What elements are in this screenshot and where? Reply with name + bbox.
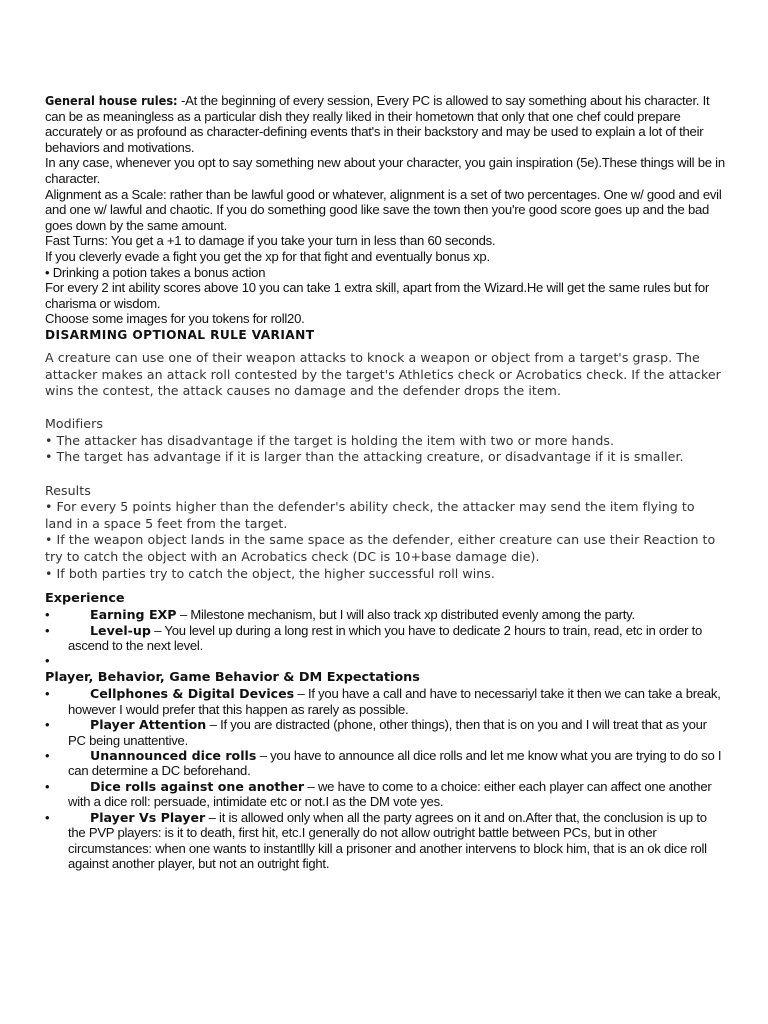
item-text: – you have to announce all dice rolls and let me know what you are trying to do so I can determine a DC beforehand.	[68, 748, 722, 779]
list-item	[45, 607, 725, 622]
house-rule-line: Choose some images for you tokens for roll20.	[45, 311, 305, 327]
item-label: Player Attention	[90, 717, 207, 733]
modifier-item: • The attacker has disadvantage if the target is holding the item with two or more hands.	[45, 432, 615, 448]
expectations-list	[45, 686, 725, 871]
bullet-icon: •	[45, 778, 50, 794]
item-label: Level-up	[90, 622, 151, 638]
house-rule-line: If you cleverly evade a fight you get the xp for that fight and eventually bonus xp.	[45, 248, 490, 264]
house-rules-label: General house rules:	[45, 93, 178, 108]
list-item-empty	[45, 653, 725, 669]
item-text: – Milestone mechanism, but I will also track xp distributed evenly among the party.	[176, 607, 635, 623]
results-label: Results	[45, 482, 91, 498]
item-label: Unannounced dice rolls	[90, 748, 257, 764]
house-rules-section	[45, 93, 725, 327]
list-item	[45, 779, 725, 810]
bullet-icon: •	[45, 607, 50, 623]
modifier-item: • The target has advantage if it is larger than the attacking creature, or disadvantage if it is smaller.	[45, 449, 684, 465]
item-label: Earning EXP	[90, 607, 177, 623]
list-item	[45, 748, 725, 779]
house-rule-line: Alignment as a Scale: rather than be lawful good or whatever, alignment is a set of two percentages. One w/ good and evil and one w/ lawful and chaotic. If you do something good like save the town then you're good score goes up and the bad goes down by the same amount.	[45, 186, 722, 233]
item-text: – You level up during a long rest in which you have to dedicate 2 hours to train, read, etc in order to ascend to the next level.	[68, 622, 703, 654]
expectations-heading: Player, Behavior, Game Behavior & DM Expectations	[45, 670, 420, 686]
experience-list	[45, 607, 725, 669]
disarming-heading: DISARMING OPTIONAL RULE VARIANT	[45, 327, 315, 342]
bullet-icon: •	[45, 653, 50, 669]
result-item: • For every 5 points higher than the defender's ability check, the attacker may send the item flying to land in a space 5 feet from the target.	[45, 499, 695, 531]
item-text: – If you are distracted (phone, other things), then that is on you and I will treat that as your PC being unattentive.	[68, 717, 707, 748]
item-text: – it is allowed only when all the party agrees on it and on.After that, the conclusion is up to the PVP players: is it to death, first hit, etc.I generally do not allow outright battle between PCs, but in other circumstances: when one wants to instantllly kill a prisoner and another intervens to block him, that is an ok dice roll against another player, but not an outright fight.	[68, 809, 707, 871]
house-rules-intro-text: -At the beginning of every session, Every PC is allowed to say something about his character. It can be as meaningless as a particular dish they really liked in their hometown that only that one chef could prepare accurately or as profound as character-defining events that's in their backstory and may be used to explain a lot of their behaviors and motivations.	[45, 93, 710, 155]
list-item	[45, 810, 725, 872]
item-label: Dice rolls against one another	[90, 778, 305, 794]
item-text: – we have to come to a choice: either each player can affect one another with a dice roll: persuade, intimidate etc or not.I as the DM vote yes.	[68, 778, 712, 810]
bullet-icon: •	[45, 809, 50, 825]
house-rule-line: For every 2 int ability scores above 10 you can take 1 extra skill, apart from the Wizard.He will get the same rules but for charisma or wisdom.	[45, 280, 709, 311]
bullet-icon: •	[45, 748, 50, 764]
list-item	[45, 686, 725, 717]
disarming-section	[45, 343, 725, 582]
item-label: Player Vs Player	[90, 809, 206, 825]
bullet-icon: •	[45, 686, 50, 702]
result-item: • If both parties try to catch the object, the higher successful roll wins.	[45, 565, 495, 581]
result-item: • If the weapon object lands in the same space as the defender, either creature can use their Reaction to try to catch the object with an Acrobatics check (DC is 10+base damage die).	[45, 532, 716, 565]
experience-heading: Experience	[45, 591, 125, 607]
document-page	[45, 93, 725, 871]
bullet-icon: •	[45, 717, 50, 733]
disarming-intro: A creature can use one of their weapon attacks to knock a weapon or object from a target's grasp. The attacker makes an attack roll contested by the target's Athletics check or Acrobatics check. If the attacker wins the contest, the attack causes no damage and the defender drops the item.	[45, 349, 721, 399]
house-rules-intro	[45, 93, 725, 155]
item-text: – If you have a call and have to necessariyl take it then we can take a break, however I would prefer that this happen as rarely as possible.	[68, 686, 721, 717]
house-rule-line: Fast Turns: You get a +1 to damage if you take your turn in less than 60 seconds.	[45, 233, 496, 249]
list-item	[45, 717, 725, 748]
bullet-icon: •	[45, 622, 50, 638]
house-rule-line: • Drinking a potion takes a bonus action	[45, 264, 266, 280]
modifiers-label: Modifiers	[45, 416, 103, 432]
house-rule-line: In any case, whenever you opt to say something new about your character, you gain inspiration (5e).These things will be in character.	[45, 155, 725, 186]
item-label: Cellphones & Digital Devices	[90, 686, 295, 702]
list-item	[45, 623, 725, 654]
